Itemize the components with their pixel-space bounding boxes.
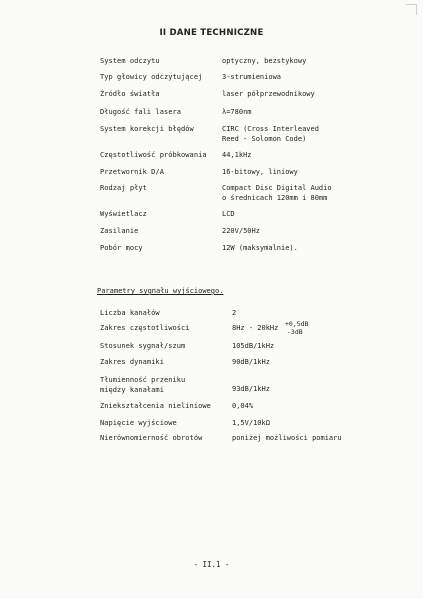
signal-label-continued: między kanałami [100,385,164,394]
spec-value: CIRC (Cross Interleaved [222,125,319,133]
spec-value-continued: Reed - Solomon Code) [222,134,307,143]
signal-value: 1,5V/10kΩ [232,419,270,427]
signal-value: 0,04% [232,402,254,410]
spec-label: Źródło światła [100,90,160,98]
page-number: - II.1 - [193,560,230,569]
signal-label: Zakres dynamiki [100,358,164,366]
signal-value: 105dB/1kHz [232,342,275,350]
tolerance-minus: -3dB [287,328,303,336]
spec-label: Zasilanie [100,227,139,235]
signal-label: Liczba kanałów [100,309,160,317]
spec-value: 12W (maksymalnie). [222,244,298,252]
signal-label: Stosunek sygnał/szum [100,342,186,350]
spec-label: Rodzaj płyt [100,184,147,192]
signal-label: Zniekształcenia nieliniowe [100,402,211,410]
signal-value: 8Hz - 20kHz [232,324,279,332]
signal-label: Nierównomierność obrotów [100,434,203,442]
spec-label: Długość fali lasera [100,108,182,116]
corner-mark [406,4,417,15]
signal-label: Napięcie wyjściowe [100,419,177,427]
signal-section-heading: Parametry sygnału wyjściowego. [97,287,224,295]
page-title: II DANE TECHNICZNE [159,28,264,38]
spec-value-continued: o średnicach 120mm i 80mm [222,193,328,202]
signal-value: 2 [232,309,237,317]
signal-value: 93dB/1kHz [232,385,270,393]
spec-value: λ=780nm [222,108,252,116]
spec-value: 220V/50Hz [222,227,260,235]
spec-value: LCD [222,210,235,218]
spec-value: laser półprzewodnikowy [222,90,315,98]
signal-value: 90dB/1kHz [232,358,270,366]
tolerance-plus: +0,5dB [285,320,309,328]
signal-label: Zakres częstotliwości [100,324,190,332]
spec-label: System odczytu [100,57,160,65]
spec-value: Compact Disc Digital Audio [222,184,332,192]
spec-label: Typ głowicy odczytującej [100,73,203,81]
signal-label: Tłumienność przeniku [100,376,186,384]
spec-value: 44,1kHz [222,151,252,159]
spec-label: Pobór mocy [100,244,143,252]
spec-value: 3-strumieniowa [222,73,282,81]
signal-value: poniżej możliwości pomiaru [232,434,342,442]
spec-value: 16-bitowy, liniowy [222,168,298,176]
spec-label: Częstotliwość próbkowania [100,151,207,159]
spec-label: System korekcji błędów [100,125,194,133]
spec-value: optyczny, bezstykowy [222,57,307,65]
spec-label: Przetwornik D/A [100,168,164,176]
spec-label: Wyświetlacz [100,210,147,218]
